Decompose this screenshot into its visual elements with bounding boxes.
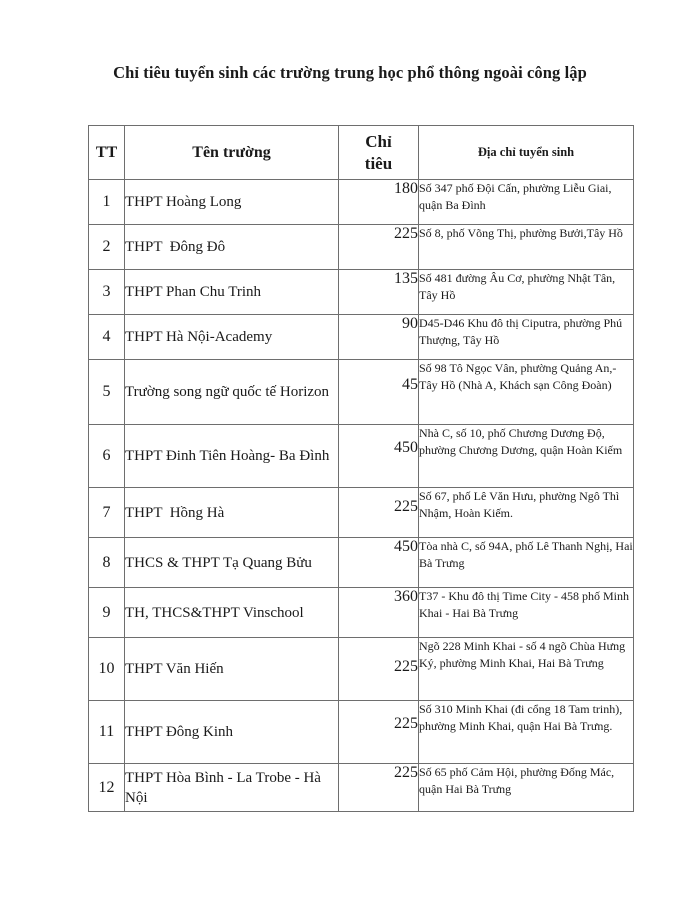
row-number: 12 [89, 764, 125, 812]
table-row [89, 225, 634, 270]
quota-value: 45 [339, 360, 419, 425]
row-number: 8 [89, 538, 125, 588]
row-number: 3 [89, 270, 125, 315]
school-name: THPT Hồng Hà [125, 488, 339, 538]
address: T37 - Khu đô thị Time City - 458 phố Minh Khai - Hai Bà Trưng [419, 588, 634, 638]
table-header-row [89, 126, 634, 180]
quota-value: 450 [339, 425, 419, 488]
quota-value: 180 [339, 180, 419, 225]
quota-value: 135 [339, 270, 419, 315]
school-name: Trường song ngữ quốc tế Horizon [125, 360, 339, 425]
row-number: 11 [89, 701, 125, 764]
school-name: THPT Hà Nội-Academy [125, 315, 339, 360]
row-number: 1 [89, 180, 125, 225]
table-row [89, 488, 634, 538]
address: Số 67, phố Lê Văn Hưu, phường Ngô Thì Nhậm, Hoàn Kiếm. [419, 488, 634, 538]
table-row [89, 270, 634, 315]
quota-value: 225 [339, 225, 419, 270]
school-name: THPT Văn Hiến [125, 638, 339, 701]
quota-value: 450 [339, 538, 419, 588]
row-number: 10 [89, 638, 125, 701]
table-row [89, 588, 634, 638]
quota-value: 225 [339, 488, 419, 538]
table-row [89, 180, 634, 225]
header-quota [339, 126, 419, 180]
document-title: Chỉ tiêu tuyển sinh các trường trung học phổ thông ngoài công lập [113, 63, 587, 82]
quota-value: 225 [339, 638, 419, 701]
school-name: THPT Phan Chu Trinh [125, 270, 339, 315]
address: Số 347 phố Đội Cấn, phường Liễu Giai, quận Ba Đình [419, 180, 634, 225]
address: Tòa nhà C, số 94A, phố Lê Thanh Nghị, Hai Bà Trưng [419, 538, 634, 588]
school-name: THPT Đinh Tiên Hoàng- Ba Đình [125, 425, 339, 488]
header-address: Địa chỉ tuyển sinh [419, 126, 634, 180]
table-row [89, 315, 634, 360]
address: Số 8, phố Võng Thị, phường Bưởi,Tây Hồ [419, 225, 634, 270]
address: D45-D46 Khu đô thị Ciputra, phường Phú Thượng, Tây Hồ [419, 315, 634, 360]
address: Số 98 Tô Ngọc Vân, phường Quảng An,-Tây Hồ (Nhà A, Khách sạn Công Đoàn) [419, 360, 634, 425]
address: Nhà C, số 10, phố Chương Dương Độ, phường Chương Dương, quận Hoàn Kiếm [419, 425, 634, 488]
address: Số 481 đường Âu Cơ, phường Nhật Tân, Tây Hồ [419, 270, 634, 315]
table-row [89, 701, 634, 764]
quota-value: 225 [339, 701, 419, 764]
row-number: 2 [89, 225, 125, 270]
quota-value: 360 [339, 588, 419, 638]
school-name: THPT Hòa Bình - La Trobe - Hà Nội [125, 764, 339, 812]
row-number: 9 [89, 588, 125, 638]
table-row [89, 538, 634, 588]
header-tt: TT [89, 126, 125, 180]
admissions-table [88, 125, 634, 812]
row-number: 6 [89, 425, 125, 488]
table-row [89, 764, 634, 812]
table-row [89, 425, 634, 488]
school-name: THCS & THPT Tạ Quang Bửu [125, 538, 339, 588]
address: Số 65 phố Cảm Hội, phường Đống Mác, quận Hai Bà Trưng [419, 764, 634, 812]
header-quota-line2: tiêu [364, 153, 393, 173]
quota-value: 225 [339, 764, 419, 812]
row-number: 7 [89, 488, 125, 538]
table-row [89, 360, 634, 425]
header-school-name: Tên trường [125, 126, 339, 180]
row-number: 5 [89, 360, 125, 425]
school-name: TH, THCS&THPT Vinschool [125, 588, 339, 638]
table-row [89, 638, 634, 701]
quota-value: 90 [339, 315, 419, 360]
address: Ngõ 228 Minh Khai - số 4 ngõ Chùa Hưng Ký, phường Minh Khai, Hai Bà Trưng [419, 638, 634, 701]
header-quota-line1: Chỉ [365, 131, 392, 151]
row-number: 4 [89, 315, 125, 360]
school-name: THPT Đông Đô [125, 225, 339, 270]
school-name: THPT Hoàng Long [125, 180, 339, 225]
address: Số 310 Minh Khai (đi cổng 18 Tam trinh), phường Minh Khai, quận Hai Bà Trưng. [419, 701, 634, 764]
school-name: THPT Đông Kinh [125, 701, 339, 764]
